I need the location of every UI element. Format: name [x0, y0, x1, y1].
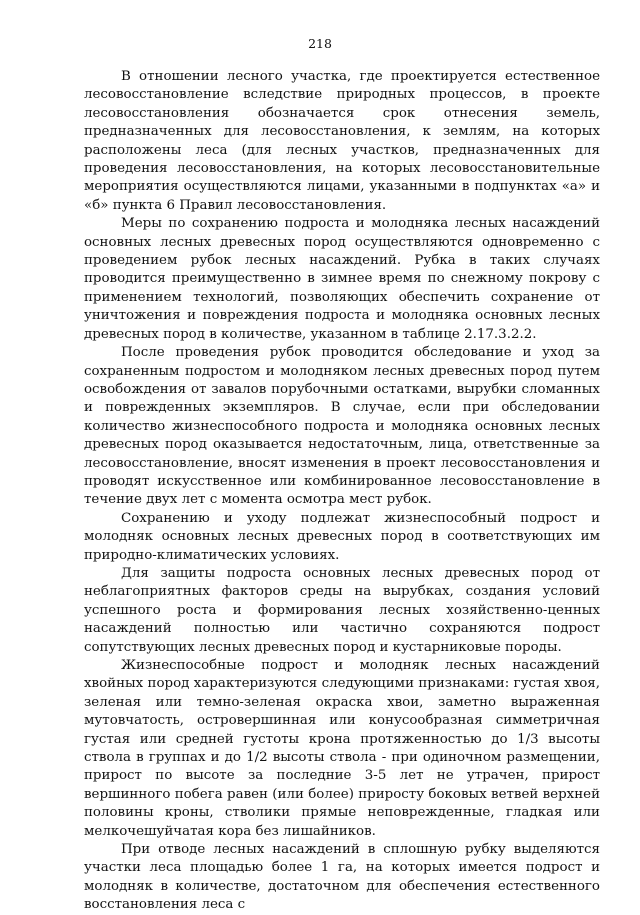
body-text [84, 68, 600, 915]
page-number: 218 [308, 36, 332, 51]
paragraph-viability-signs: Жизнеспособные подрост и молодняк лесных насаждений хвойных пород характеризуются следующими признаками: густая хвоя, зеленая или темно-зеленая окраска хвои, заметно выраженная мутовчатость, островершинная или конусообразная симметричная густая или средней густоты крона протяженностью до 1/3 высоты ствола в группах и до 1/2 высоты ствола - при одиночном размещении, прирост по высоте за последние 3-5 лет не утрачен, прирост вершинного побега равен (или более) приросту боковых ветвей верхней половины кроны, стволики прямые неповрежденные, гладкая или мелкочешуйчатая кора без лишайников. [84, 658, 600, 839]
paragraph-preservation-measures: Меры по сохранению подроста и молодняка лесных насаждений основных лесных древесных пород осуществляются одновременно с проведением рубок лесных насаждений. Рубка в таких случаях проводится преимущественно в зимнее время по снежному покрову с применением технологий, позволяющих обеспечить сохранение от уничтожения и повреждения подроста и молодняка основных лесных древесных пород в количестве, указанном в таблице 2.17.3.2.2. [84, 216, 600, 342]
paragraph-clear-cutting-allocation: При отводе лесных насаждений в сплошную рубку выделяются участки леса площадью более 1 га, на которых имеется подрост и молодняк в количестве, достаточном для обеспечения естественного восстановления леса с [84, 842, 600, 913]
paragraph-care-subject: Сохранению и уходу подлежат жизнеспособный подрост и молодняк основных лесных древесных пород в соответствующих им природно-климатических условиях. [84, 510, 600, 563]
paragraph-forest-plot-restoration: В отношении лесного участка, где проектируется естественное лесовосстановление вследствие природных процессов, в проекте лесовосстановления обозначается срок отнесения земель, предназначенных для лесовосстановления, к землям, на которых расположены леса (для лесных участков, предназначенных для проведения лесовосстановления, на которых лесовосстановительные мероприятия осуществляются лицами, указанными в подпунктах «а» и «б» пункта 6 Правил лесовосстановления. [84, 69, 600, 213]
paragraph-undergrowth-protection: Для защиты подроста основных лесных древесных пород от неблагоприятных факторов среды на вырубках, создания условий успешного роста и формирования лесных хозяйственно-ценных насаждений полностью или частично сохраняются подрост сопутствующих лесных древесных пород и кустарниковые породы. [84, 565, 600, 655]
paragraph-after-cutting-survey: После проведения рубок проводится обследование и уход за сохраненным подростом и молодняком лесных древесных пород путем освобождения от завалов порубочными остатками, вырубки сломанных и поврежденных экземпляров. В случае, если при обследовании количество жизнеспособного подроста и молодняка основных лесных древесных пород оказывается недостаточным, лица, ответственные за лесовосстановление, вносят изменения в проект лесовосстановления и проводят искусственное или комбинированное лесовосстановление в течение двух лет с момента осмотра мест рубок. [84, 345, 600, 508]
